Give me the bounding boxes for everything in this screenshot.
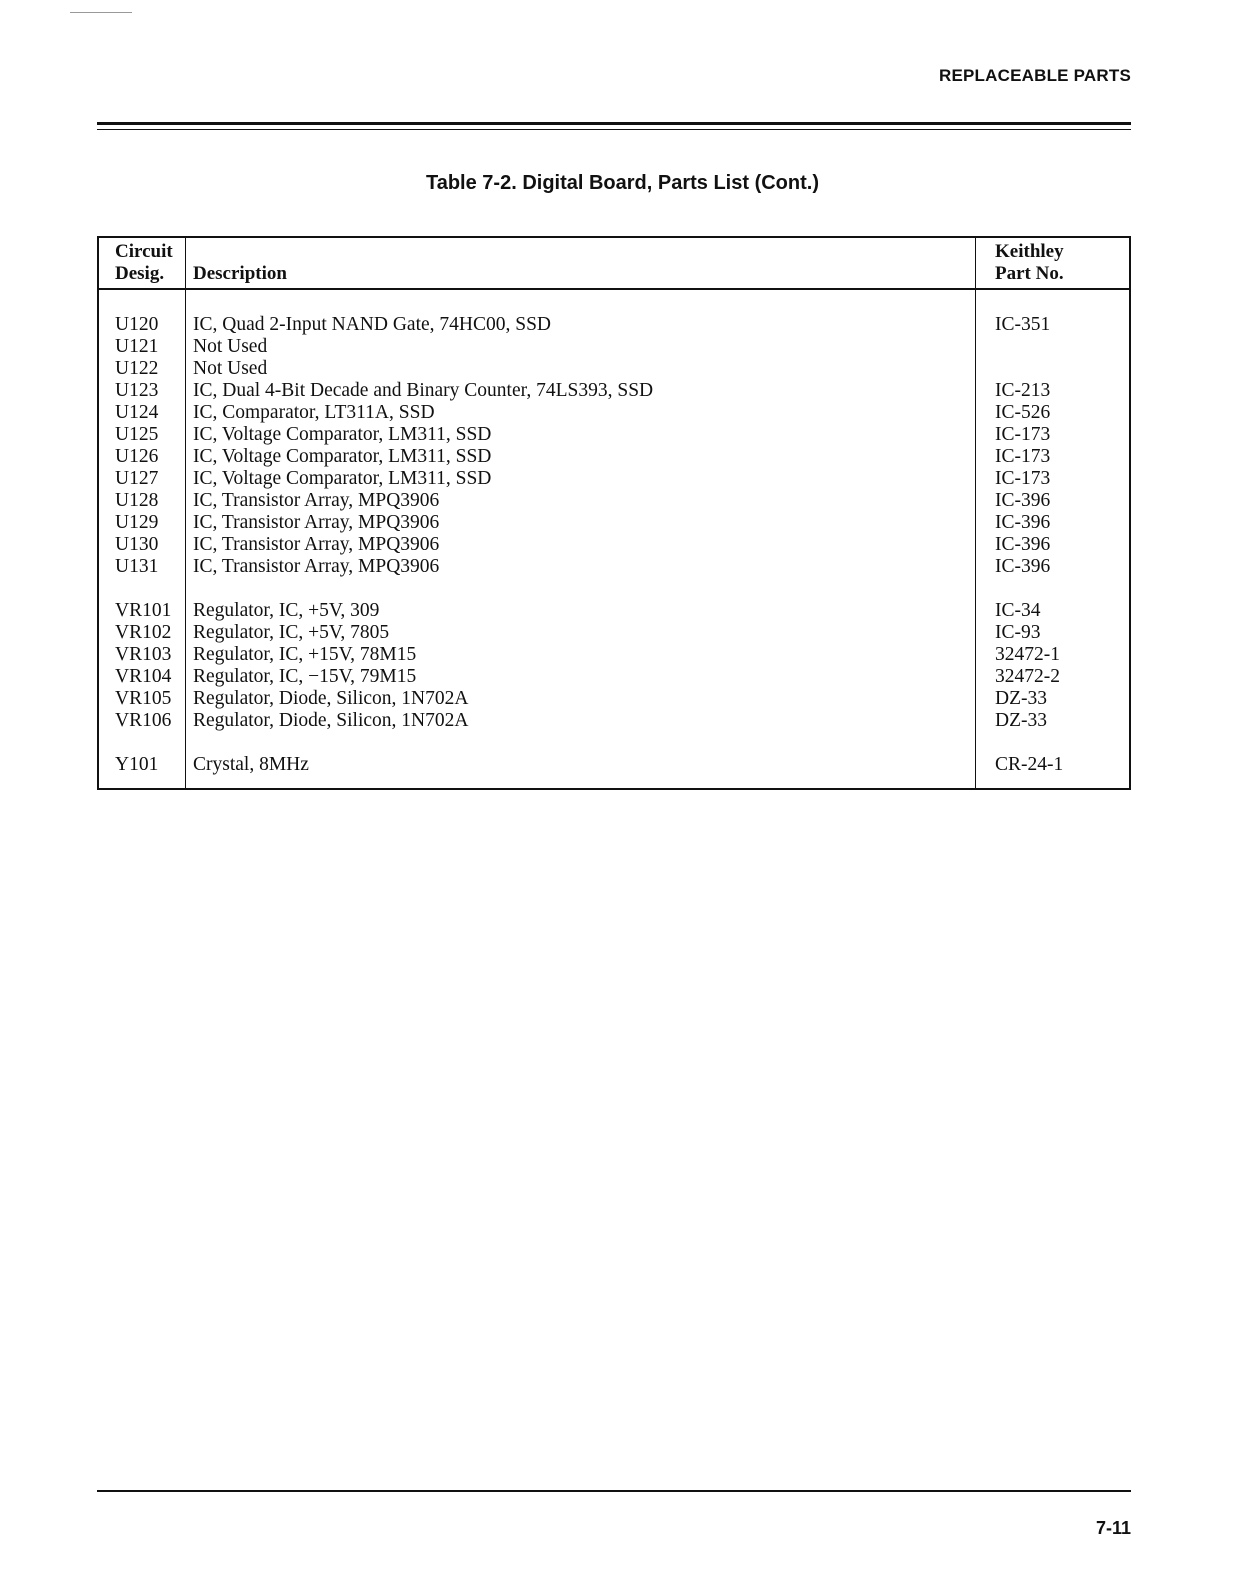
circuit-desig: VR105 [115, 688, 172, 709]
description: IC, Transistor Array, MPQ3906 [193, 556, 440, 577]
part-number: CR-24-1 [995, 754, 1064, 775]
column-header-circuit-desig: Circuit Desig. [115, 241, 173, 284]
description: IC, Voltage Comparator, LM311, SSD [193, 424, 492, 445]
footer-rule [97, 1490, 1131, 1492]
description: IC, Voltage Comparator, LM311, SSD [193, 468, 492, 489]
description: IC, Transistor Array, MPQ3906 [193, 490, 440, 511]
circuit-desig: U131 [115, 556, 159, 577]
circuit-desig: U123 [115, 380, 159, 401]
part-number: DZ-33 [995, 688, 1047, 709]
table-row [99, 600, 1129, 622]
table-row [99, 358, 1129, 380]
table-row [99, 754, 1129, 776]
description: Not Used [193, 358, 268, 379]
part-number: IC-93 [995, 622, 1041, 643]
table-row [99, 534, 1129, 556]
description: Regulator, IC, +5V, 7805 [193, 622, 390, 643]
table-row [99, 380, 1129, 402]
table-row [99, 622, 1129, 644]
circuit-desig: U124 [115, 402, 159, 423]
circuit-desig: VR106 [115, 710, 172, 731]
description: Regulator, IC, −15V, 79M15 [193, 666, 417, 687]
table-row [99, 666, 1129, 688]
table-title: Table 7-2. Digital Board, Parts List (Cont.) [425, 172, 819, 194]
description: IC, Dual 4-Bit Decade and Binary Counter, 74LS393, SSD [193, 380, 654, 401]
circuit-desig: VR101 [115, 600, 172, 621]
part-number: IC-351 [995, 314, 1051, 335]
part-number: IC-396 [995, 556, 1051, 577]
page-number: 7-11 [1095, 1518, 1131, 1538]
table-row [99, 336, 1129, 358]
table-row [99, 556, 1129, 578]
description: IC, Comparator, LT311A, SSD [193, 402, 435, 423]
part-number: IC-173 [995, 424, 1051, 445]
part-number: IC-34 [995, 600, 1041, 621]
circuit-desig: Y101 [115, 754, 159, 775]
table-row [99, 688, 1129, 710]
scan-mark [70, 12, 132, 13]
description: Regulator, Diode, Silicon, 1N702A [193, 688, 469, 709]
header-divider [99, 288, 1129, 290]
table-row [99, 424, 1129, 446]
table-row [99, 402, 1129, 424]
part-number: IC-173 [995, 446, 1051, 467]
part-number: DZ-33 [995, 710, 1047, 731]
description: IC, Quad 2-Input NAND Gate, 74HC00, SSD [193, 314, 552, 335]
part-number: IC-396 [995, 490, 1051, 511]
table-body [99, 314, 1129, 776]
table-row [99, 644, 1129, 666]
circuit-desig: U127 [115, 468, 159, 489]
circuit-desig: VR103 [115, 644, 172, 665]
table-row [99, 710, 1129, 732]
part-number: 32472-1 [995, 644, 1060, 665]
part-number: 32472-2 [995, 666, 1060, 687]
description: IC, Transistor Array, MPQ3906 [193, 534, 440, 555]
circuit-desig: U122 [115, 358, 159, 379]
table-row [99, 314, 1129, 336]
section-title: REPLACEABLE PARTS [939, 66, 1131, 85]
group-spacer [99, 732, 1129, 754]
header-rule-top [97, 122, 1131, 125]
group-spacer [99, 578, 1129, 600]
table-row [99, 512, 1129, 534]
circuit-desig: U126 [115, 446, 159, 467]
circuit-desig: U125 [115, 424, 159, 445]
part-number: IC-526 [995, 402, 1051, 423]
part-number: IC-213 [995, 380, 1051, 401]
part-number: IC-396 [995, 512, 1051, 533]
circuit-desig: U121 [115, 336, 159, 357]
description: IC, Voltage Comparator, LM311, SSD [193, 446, 492, 467]
description: IC, Transistor Array, MPQ3906 [193, 512, 440, 533]
description: Crystal, 8MHz [193, 754, 309, 775]
description: Regulator, IC, +15V, 78M15 [193, 644, 417, 665]
circuit-desig: U120 [115, 314, 159, 335]
description: Regulator, IC, +5V, 309 [193, 600, 380, 621]
part-number: IC-173 [995, 468, 1051, 489]
column-header-part-no: Keithley Part No. [995, 241, 1064, 284]
circuit-desig: U130 [115, 534, 159, 555]
table-row [99, 446, 1129, 468]
circuit-desig: U128 [115, 490, 159, 511]
header-rule-bottom [97, 129, 1131, 130]
table-row [99, 490, 1129, 512]
circuit-desig: VR104 [115, 666, 172, 687]
circuit-desig: U129 [115, 512, 159, 533]
part-number: IC-396 [995, 534, 1051, 555]
column-header-description: Description [193, 263, 287, 284]
parts-table [97, 236, 1131, 790]
circuit-desig: VR102 [115, 622, 172, 643]
table-row [99, 468, 1129, 490]
description: Regulator, Diode, Silicon, 1N702A [193, 710, 469, 731]
description: Not Used [193, 336, 268, 357]
